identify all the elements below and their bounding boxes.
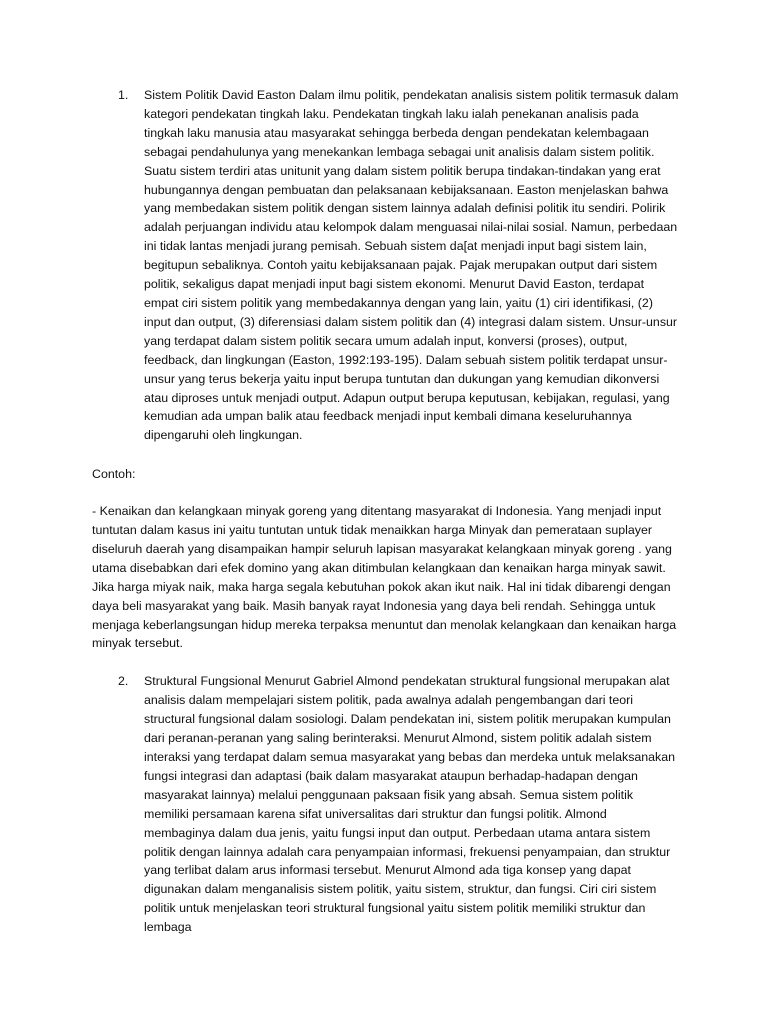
section-2-number: 2. xyxy=(118,674,129,689)
section-2 xyxy=(92,672,680,937)
example-text: - Kenaikan dan kelangkaan minyak goreng yang ditentang masyarakat di Indonesia. Yang menjadi input tuntutan dalam kasus ini yaitu tuntutan untuk tidak menaikkan harga Minyak dan pemerataan suplayer diseluruh daerah yang disampaikan hampir seluruh lapisan masyarakat kelangkaan minyak goreng . yang utama disebabkan dari efek domino yang akan ditimbulan kelangkaan dan kenaikan harga minyak sawit. Jika harga miyak naik, maka harga segala kebutuhan pokok akan ikut naik. Hal ini tidak dibarengi dengan daya beli masyarakat yang baik. Masih banyak rayat Indonesia yang daya beli rendah. Sehingga untuk menjaga keberlangsungan hidup mereka terpaksa menuntut dan menolak kelangkaan dan kenaikan harga minyak tersebut. xyxy=(92,504,677,651)
paragraph-gap xyxy=(92,653,680,672)
section-2-text: Struktural Fungsional Menurut Gabriel Almond pendekatan struktural fungsional merupakan alat analisis dalam mempelajari sistem politik, pada awalnya adalah pengembangan dari teori structural fungsional dalam sosiologi. Dalam pendekatan ini, sistem politik merupakan kumpulan dari peranan-peranan yang saling berinteraksi. Menurut Almond, sistem politik adalah sistem interaksi yang terdapat dalam semua masyarakat yang bebas dan merdeka untuk melaksanakan fungsi integrasi dan adaptasi (baik dalam masyarakat ataupun berhadap-hadapan dengan masyarakat lainnya) melalui penggunaan paksaan fisik yang absah. Semua sistem politik memiliki persamaan karena sifat universalitas dari struktur dan fungsi politik. Almond membaginya dalam dua jenis, yaitu fungsi input dan output. Perbedaan utama antara sistem politik dengan lainnya adalah cara penyampaian informasi, frekuensi penyampaian, dan struktur yang terlibat dalam arus informasi tersebut. Menurut Almond ada tiga konsep yang dapat digunakan dalam menganalisis sistem politik, yaitu sistem, struktur, dan fungsi. Ciri ciri sistem politik untuk menjelaskan teori struktural fungsional yaitu sistem politik memiliki struktur dan lembaga xyxy=(144,674,676,935)
section-1-text: Sistem Politik David Easton Dalam ilmu politik, pendekatan analisis sistem politik termasuk dalam kategori pendekatan tingkah laku. Pendekatan tingkah laku ialah penekanan analisis pada tingkah laku manusia atau masyarakat sehingga berbeda dengan pendekatan kelembagaan sebagai pendahulunya yang menekankan lembaga sebagai unit analisis dalam sistem politik. Suatu sistem terdiri atas unitunit yang dalam sistem politik berupa tindakan-tindakan yang erat hubungannya dengan pembuatan dan pelaksanaan kebijaksanaan. Easton menjelaskan bahwa yang membedakan sistem politik dengan sistem lainnya adalah definisi politik itu sendiri. Polirik adalah perjuangan individu atau kelompok dalam menguasai nilai-nilai sosial. Namun, perbedaan ini tidak lantas menjadi jurang pemisah. Sebuah sistem da[at menjadi input bagi sistem lain, begitupun sebaliknya. Contoh yaitu kebijaksanaan pajak. Pajak merupakan output dari sistem politik, sekaligus dapat menjadi input bagi sistem ekonomi. Menurut David Easton, terdapat empat ciri sistem politik yang membedakannya dengan yang lain, yaitu (1) ciri identifikasi, (2) input dan output, (3) diferensiasi dalam sistem politik dan (4) integrasi dalam sistem. Unsur-unsur yang terdapat dalam sistem politik secara umum adalah input, konversi (proses), output, feedback, dan lingkungan (Easton, 1992:193-195). Dalam sebuah sistem politik terdapat unsur-unsur yang terus bekerja yaitu input berupa tuntutan dan dukungan yang kemudian dikonversi atau diproses untuk menjadi output. Adapun output berupa keputusan, kebijakan, regulasi, yang kemudian ada umpan balik atau feedback menjadi input kembali dimana keseluruhannya dipengaruhi oleh lingkungan. xyxy=(144,88,679,443)
section-1 xyxy=(92,86,680,445)
example-label: Contoh: xyxy=(92,467,136,482)
document-body xyxy=(92,86,680,937)
section-1-number: 1. xyxy=(118,88,129,102)
